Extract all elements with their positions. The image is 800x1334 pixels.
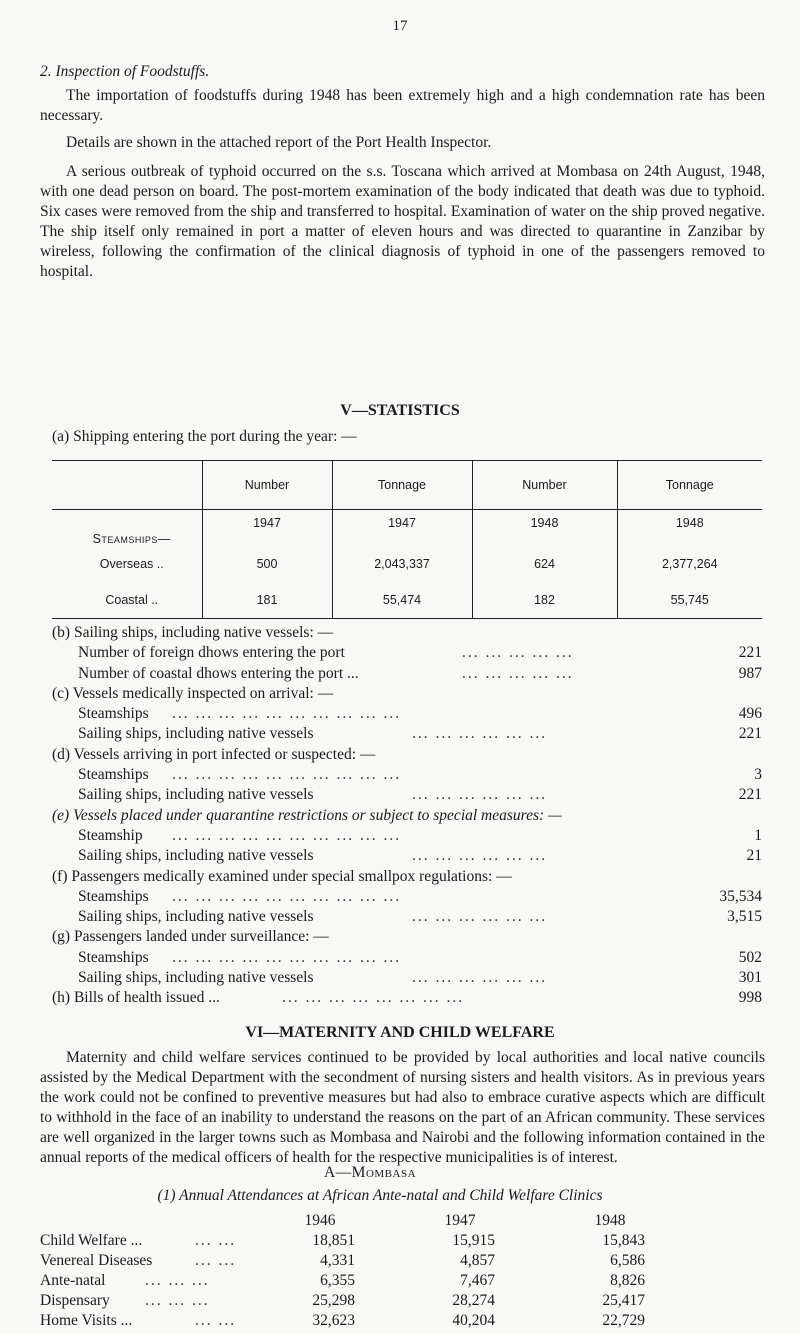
table-row	[40, 1231, 740, 1251]
list-value: 3,515	[727, 908, 762, 926]
list-item: Steamships ... ... ... ... ... ... ... ... ... ... 502	[52, 948, 762, 968]
row-label: Overseas ..	[99, 557, 164, 571]
row-leader: ... ...	[195, 1252, 237, 1269]
list-item: Steamship ... ... ... ... ... ... ... ... ... ... 1	[52, 826, 762, 846]
shipping-table-header	[52, 461, 762, 510]
row-leader: ... ...	[195, 1232, 237, 1249]
row-leader: ... ... ...	[145, 1272, 210, 1289]
list-head-b: (b) Sailing ships, including native vessels: —	[52, 624, 334, 641]
shipping-header-cell: Number	[202, 461, 332, 510]
table-cell: 2,377,264	[617, 546, 762, 582]
mombasa-heading: A—Mombasa	[323, 1164, 417, 1181]
year-cell: 1947	[444, 1212, 476, 1229]
maternity-paragraph: Maternity and child welfare services continued to be provided by local authorities and local native councils assisted by the Medical Department with the secondment of nursing sisters and health visitors. As in previous years the work could not be confined to preventive measures but had also to embrace curative aspects which are difficult to withhold in the face of an inability to understand the reasons on the part of an African community. These services are well organized in the larger towns such as Mombasa and Nairobi and the following information contained in the annual reports of the medical officers of health for the respective municipalities is of interest.	[40, 1049, 765, 1166]
list-head-c: (c) Vessels medically inspected on arrival: —	[52, 684, 334, 702]
list-value: 21	[746, 847, 762, 865]
list-item: Sailing ships, including native vessels ... ... ... ... ... ... 221	[52, 724, 762, 744]
inspection-paragraph-3: A serious outbreak of typhoid occurred on the s.s. Toscana which arrived at Mombasa on 24th August, 1948, with one dead person on board. The post-mortem examination of the body indicated that death was due to typhoid. Six cases were removed from the ship and transferred to hospital. Examination of water on the ship proved negative. The ship itself only remained in port a matter of eleven hours and was directed to quarantine in Zanzibar by wireless, following the confirmation of the clinical diagnosis of typhoid in one of the passengers removed to hospital.	[40, 163, 765, 280]
list-head-d: (d) Vessels arriving in port infected or suspected: —	[52, 745, 376, 763]
list-item: Steamships ... ... ... ... ... ... ... ... ... ... 3	[52, 765, 762, 785]
inspection-heading: 2. Inspection of Foodstuffs.	[40, 63, 210, 80]
table-row	[40, 1251, 740, 1271]
inspection-paragraph-2: Details are shown in the attached report of the Port Health Inspector.	[66, 134, 492, 151]
inspection-paragraph-1: The importation of foodstuffs during 1948 has been extremely high and a high condemnation rate has been necessary.	[40, 87, 765, 124]
maternity-heading: VI—MATERNITY AND CHILD WELFARE	[245, 1024, 555, 1041]
table-cell: 8,826	[610, 1272, 645, 1289]
year-cell: 1947	[202, 510, 332, 547]
year-cell: 1948	[472, 510, 617, 547]
list-item: Sailing ships, including native vessels ... ... ... ... ... ... 301	[52, 968, 762, 988]
table-cell: 182	[472, 582, 617, 619]
list-item: Sailing ships, including native vessels ... ... ... ... ... ... 3,515	[52, 907, 762, 927]
table-cell: 624	[472, 546, 617, 582]
list-value: 1	[754, 826, 762, 844]
table-cell: 4,857	[460, 1252, 495, 1269]
row-leader: ... ...	[195, 1312, 237, 1329]
shipping-header-cell: Tonnage	[617, 461, 762, 510]
clinic-years-row	[40, 1211, 740, 1231]
table-cell: 15,915	[452, 1232, 495, 1249]
table-cell: 40,204	[452, 1312, 495, 1329]
table-row	[52, 546, 762, 582]
table-cell: 32,623	[312, 1312, 355, 1329]
clinic-table-title: (1) Annual Attendances at African Ante-natal and Child Welfare Clinics	[157, 1187, 603, 1204]
table-row	[40, 1291, 740, 1311]
list-item: Steamships ... ... ... ... ... ... ... ... ... ... 35,534	[52, 887, 762, 907]
list-value: 3	[754, 766, 762, 784]
table-cell: 18,851	[312, 1232, 355, 1249]
shipping-header-blank	[52, 461, 202, 510]
list-value: 221	[738, 644, 762, 662]
year-cell: 1946	[304, 1212, 336, 1229]
list-value: 35,534	[719, 887, 762, 905]
steamships-label: Steamships—	[92, 532, 171, 546]
list-item-total: (h) Bills of health issued ... ... ... ... ... ... ... ... ... 998	[52, 988, 762, 1008]
statistics-list	[52, 623, 762, 1009]
shipping-header-cell: Number	[472, 461, 617, 510]
table-cell: 2,043,337	[332, 546, 472, 582]
statistics-heading: V—STATISTICS	[340, 402, 460, 419]
list-head-e: (e) Vessels placed under quarantine restrictions or subject to special measures: —	[52, 806, 562, 824]
table-cell: 25,417	[602, 1292, 645, 1309]
year-cell: 1948	[594, 1212, 626, 1229]
table-cell: 15,843	[602, 1232, 645, 1249]
page-number: 17	[392, 18, 408, 34]
row-label: Home Visits ...	[40, 1312, 133, 1329]
table-cell: 25,298	[312, 1292, 355, 1309]
clinic-table	[40, 1211, 740, 1331]
year-cell: 1947	[332, 510, 472, 547]
shipping-years-row	[52, 510, 762, 547]
list-value: 987	[738, 664, 762, 682]
table-row	[40, 1311, 740, 1331]
table-cell: 6,355	[320, 1272, 355, 1289]
table-cell: 500	[202, 546, 332, 582]
table-row	[52, 582, 762, 619]
row-label: Coastal ..	[52, 582, 202, 619]
table-cell: 181	[202, 582, 332, 619]
list-head-g: (g) Passengers landed under surveillance: —	[52, 928, 329, 946]
table-cell: 22,729	[602, 1312, 645, 1329]
table-cell: 7,467	[460, 1272, 495, 1289]
row-label: Ante-natal	[40, 1272, 106, 1289]
list-item: Number of coastal dhows entering the port ... ... ... ... ... ... 987	[52, 664, 762, 684]
row-label: Child Welfare ...	[40, 1232, 143, 1249]
table-row	[40, 1271, 740, 1291]
list-head-f: (f) Passengers medically examined under special smallpox regulations: —	[52, 867, 512, 885]
list-value: 221	[738, 786, 762, 804]
table-cell: 55,745	[617, 582, 762, 619]
row-label: Venereal Diseases	[40, 1252, 153, 1269]
year-cell: 1948	[617, 510, 762, 547]
list-value: 998	[738, 989, 762, 1007]
table-cell: 28,274	[452, 1292, 495, 1309]
list-item: Sailing ships, including native vessels ... ... ... ... ... ... 21	[52, 846, 762, 866]
list-value: 301	[738, 969, 762, 987]
table-cell: 6,586	[610, 1252, 645, 1269]
list-item: Number of foreign dhows entering the port ... ... ... ... ... 221	[52, 643, 762, 663]
list-item: Sailing ships, including native vessels ... ... ... ... ... ... 221	[52, 785, 762, 805]
list-item: Steamships ... ... ... ... ... ... ... ... ... ... 496	[52, 704, 762, 724]
table-cell: 55,474	[332, 582, 472, 619]
shipping-table	[52, 460, 762, 619]
row-label: Dispensary	[40, 1292, 110, 1309]
shipping-header-cell: Tonnage	[332, 461, 472, 510]
list-value: 496	[738, 705, 762, 723]
table-cell: 4,331	[320, 1252, 355, 1269]
list-value: 502	[738, 948, 762, 966]
statistics-sub-a: (a) Shipping entering the port during the year: —	[52, 428, 357, 445]
list-value: 221	[738, 725, 762, 743]
row-leader: ... ... ...	[145, 1292, 210, 1309]
